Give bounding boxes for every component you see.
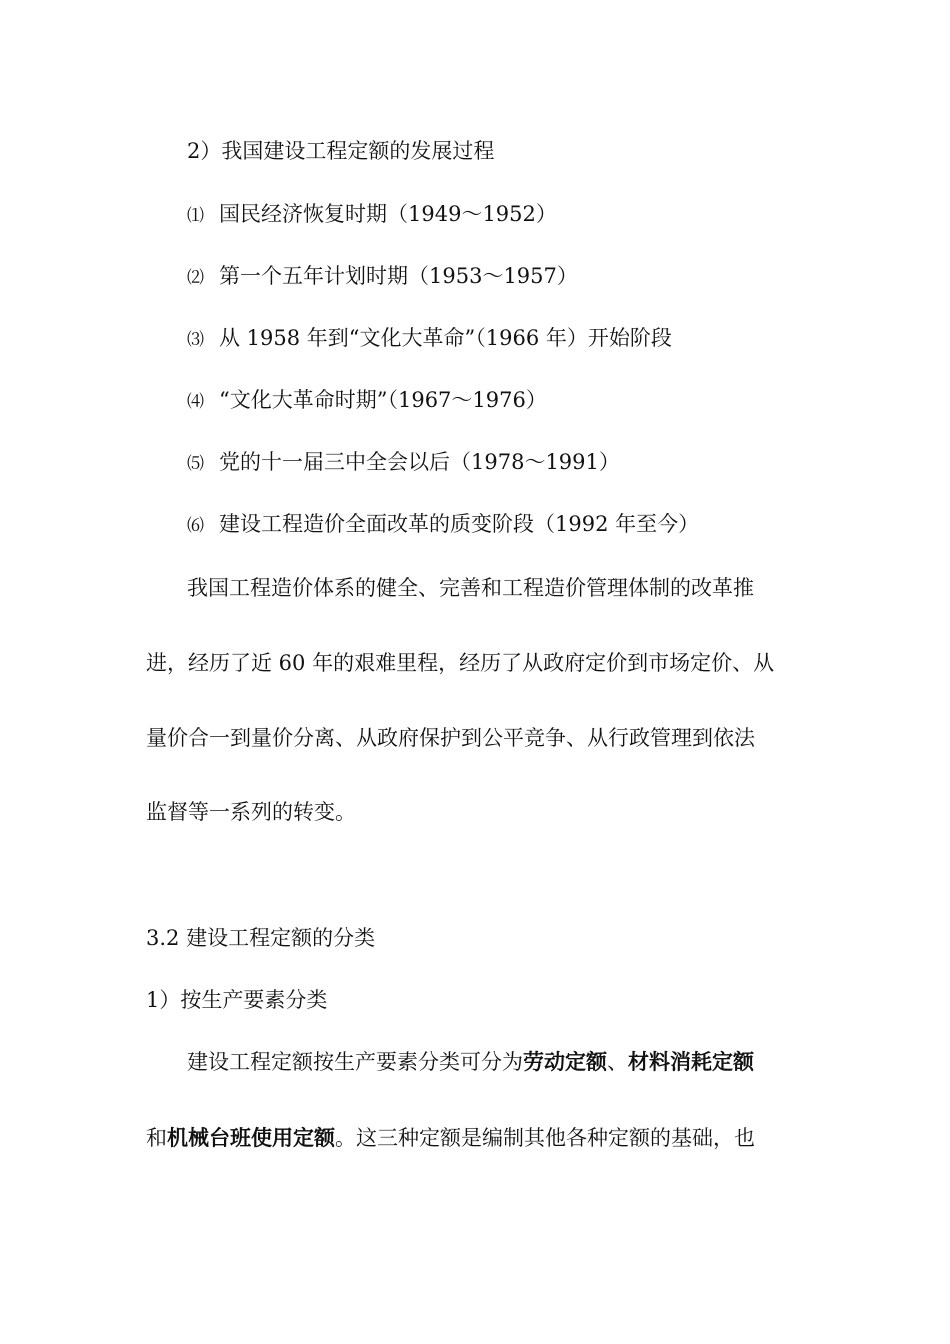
list-item-text: 第一个五年计划时期（1953～1957）: [219, 264, 578, 288]
bold-term-material-quota: 材料消耗定额: [628, 1049, 754, 1074]
paragraph-line: 进，经历了近 60 年的艰难里程，经历了从政府定价到市场定价、从: [146, 651, 775, 675]
paragraph-line: [146, 1123, 816, 1153]
list-item: [187, 261, 857, 293]
list-item-text: 党的十一届三中全会以后（1978～1991）: [219, 450, 620, 474]
paragraph-line: 监督等一系列的转变。: [146, 800, 356, 824]
paragraph-line: 量价合一到量价分离、从政府保护到公平竞争、从行政管理到依法: [146, 726, 755, 750]
list-item-number: ⑵: [187, 268, 204, 288]
list-item: [187, 199, 857, 231]
list-item-number: ⑸: [187, 454, 204, 474]
list-item-text: 建设工程造价全面改革的质变阶段（1992 年至今）: [219, 512, 700, 536]
subheading-production-factors: 1）按生产要素分类: [146, 988, 328, 1012]
list-item-number: ⑷: [187, 392, 204, 412]
section-heading-classification: 3.2 建设工程定额的分类: [146, 926, 376, 950]
paragraph-line: 我国工程造价体系的健全、完善和工程造价管理体制的改革推: [187, 576, 754, 600]
list-item: [187, 447, 857, 479]
separator: 、: [607, 1050, 628, 1074]
bold-term-machine-quota: 机械台班使用定额: [167, 1125, 335, 1150]
list-item-text: 国民经济恢复时期（1949～1952）: [219, 202, 557, 226]
paragraph-line: [187, 1047, 857, 1077]
list-item-number: ⑶: [187, 330, 204, 350]
list-item: [187, 323, 857, 355]
section-heading-development: 2）我国建设工程定额的发展过程: [187, 139, 495, 163]
paragraph-text: 和: [146, 1126, 167, 1150]
list-item-number: ⑴: [187, 206, 204, 226]
list-item-text: “文化大革命时期”（1967～1976）: [219, 388, 547, 412]
list-item: [187, 385, 857, 417]
list-item-number: ⑹: [187, 516, 204, 536]
bold-term-labor-quota: 劳动定额: [523, 1049, 607, 1074]
paragraph-text: 建设工程定额按生产要素分类可分为: [187, 1050, 523, 1074]
paragraph-text: 。这三种定额是编制其他各种定额的基础，也: [335, 1126, 755, 1150]
list-item-text: 从 1958 年到“文化大革命”（1966 年）开始阶段: [219, 326, 672, 350]
list-item: [187, 509, 857, 541]
